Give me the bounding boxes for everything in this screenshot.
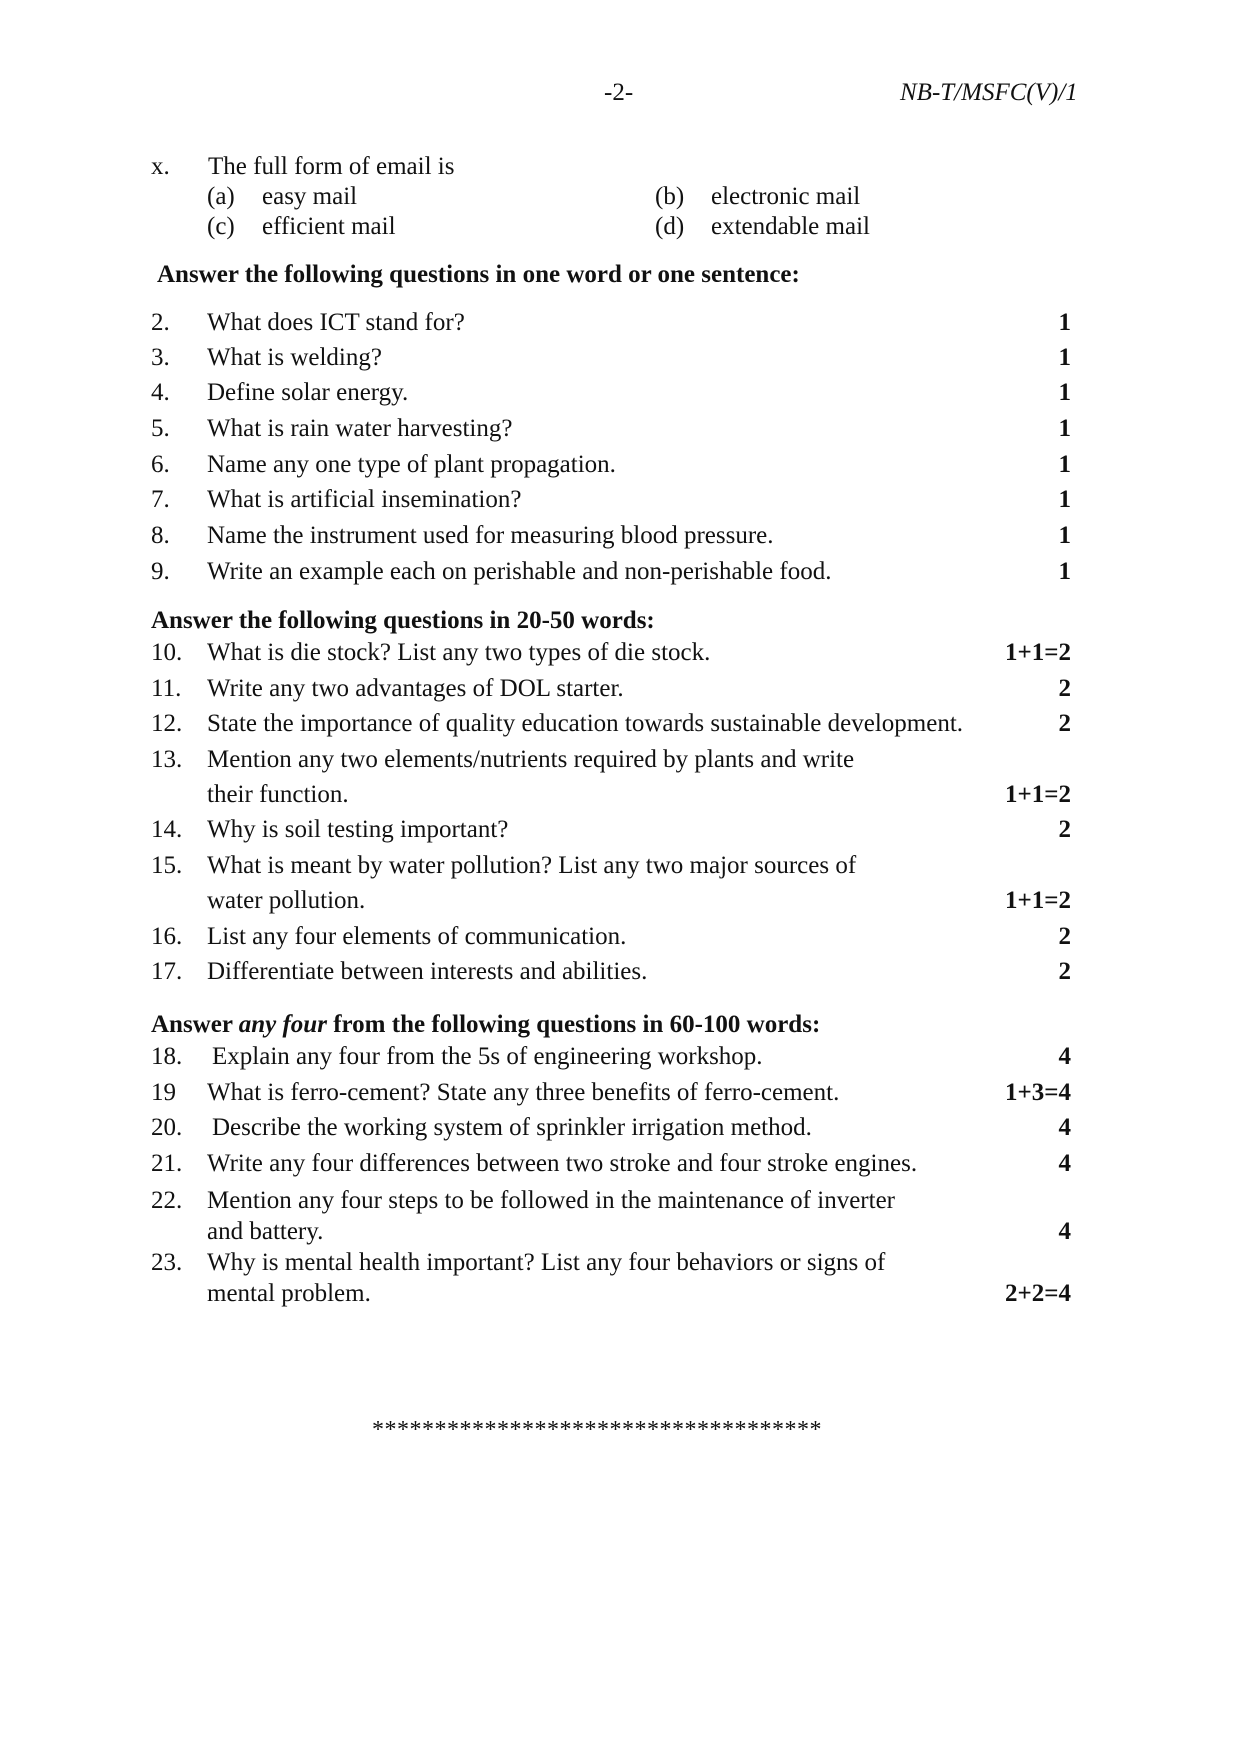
question-row xyxy=(151,414,1071,444)
question-row xyxy=(151,1042,1071,1072)
question-text: Describe the working system of sprinkler irrigation method. xyxy=(212,1114,812,1141)
question-marks: 2 xyxy=(1058,816,1071,843)
question-marks: 1 xyxy=(1058,379,1071,406)
question-text: Define solar energy. xyxy=(207,379,409,406)
question-number: 17. xyxy=(151,958,183,985)
question-number: 16. xyxy=(151,923,183,950)
question-marks: 1 xyxy=(1058,415,1071,442)
end-of-paper-stars: ************************************ xyxy=(372,1417,822,1443)
question-number: 23. xyxy=(151,1249,183,1276)
question-marks: 1+1=2 xyxy=(1005,781,1071,808)
question-text: Name any one type of plant propagation. xyxy=(207,451,616,478)
question-row xyxy=(151,745,1071,775)
section-heading-20-50-words: Answer the following questions in 20-50 words: xyxy=(151,607,655,634)
question-marks: 2 xyxy=(1058,958,1071,985)
question-row xyxy=(151,308,1071,338)
question-row xyxy=(151,709,1071,739)
option-text-b: electronic mail xyxy=(711,183,861,210)
question-number: 7. xyxy=(151,486,170,513)
question-number: 22. xyxy=(151,1187,183,1214)
option-label-b: (b) xyxy=(655,183,685,210)
section-heading-one-word: Answer the following questions in one word or one sentence: xyxy=(157,261,800,288)
question-row xyxy=(151,1078,1071,1108)
option-label-a: (a) xyxy=(207,183,235,210)
question-row xyxy=(151,851,1071,881)
question-row xyxy=(151,1113,1071,1143)
question-text: Write any four differences between two stroke and four stroke engines. xyxy=(207,1150,918,1177)
question-text: The full form of email is xyxy=(208,153,455,180)
question-marks: 1+1=2 xyxy=(1005,887,1071,914)
question-number: 18. xyxy=(151,1043,183,1070)
question-text: Why is mental health important? List any four behaviors or signs of xyxy=(207,1249,886,1276)
question-marks: 1 xyxy=(1058,344,1071,371)
option-text-c: efficient mail xyxy=(262,213,396,240)
paper-code: NB-T/MSFC(V)/1 xyxy=(900,79,1078,106)
question-text: Why is soil testing important? xyxy=(207,816,509,843)
question-text: Mention any two elements/nutrients required by plants and write xyxy=(207,746,855,773)
question-row xyxy=(151,485,1071,515)
option-label-d: (d) xyxy=(655,213,685,240)
question-row xyxy=(151,638,1071,668)
question-number: 6. xyxy=(151,451,170,478)
question-row xyxy=(151,343,1071,373)
question-marks: 2 xyxy=(1058,923,1071,950)
question-row xyxy=(151,922,1071,952)
question-number: 3. xyxy=(151,344,170,371)
question-row xyxy=(151,378,1071,408)
question-number: 14. xyxy=(151,816,183,843)
question-number: 20. xyxy=(151,1114,183,1141)
question-row xyxy=(151,1186,1071,1216)
question-number: 13. xyxy=(151,746,183,773)
question-text: What is artificial insemination? xyxy=(207,486,522,513)
question-text-continuation: water pollution. xyxy=(207,887,366,914)
question-text: What is die stock? List any two types of die stock. xyxy=(207,639,711,666)
question-text: Write any two advantages of DOL starter. xyxy=(207,675,624,702)
question-number: 15. xyxy=(151,852,183,879)
question-number: 8. xyxy=(151,522,170,549)
question-text: State the importance of quality education towards sustainable development. xyxy=(207,710,964,737)
question-marks: 1+1=2 xyxy=(1005,639,1071,666)
question-text: Differentiate between interests and abilities. xyxy=(207,958,648,985)
question-marks: 2+2=4 xyxy=(1005,1280,1071,1307)
question-marks: 1 xyxy=(1058,522,1071,549)
question-marks: 1+3=4 xyxy=(1005,1079,1071,1106)
heading-emphasis: any four xyxy=(238,1011,327,1038)
question-row xyxy=(151,450,1071,480)
question-text: Write an example each on perishable and non-perishable food. xyxy=(207,558,832,585)
question-text: Name the instrument used for measuring blood pressure. xyxy=(207,522,774,549)
page-number: -2- xyxy=(604,79,634,106)
question-row xyxy=(151,521,1071,551)
question-row xyxy=(151,957,1071,987)
question-number: x. xyxy=(151,153,170,180)
option-label-c: (c) xyxy=(207,213,235,240)
question-text: What is meant by water pollution? List any two major sources of xyxy=(207,852,857,879)
question-marks: 4 xyxy=(1058,1114,1071,1141)
question-number: 9. xyxy=(151,558,170,585)
question-marks: 1 xyxy=(1058,558,1071,585)
question-number: 11. xyxy=(151,675,182,702)
question-marks: 1 xyxy=(1058,451,1071,478)
question-marks: 2 xyxy=(1058,710,1071,737)
question-text: Explain any four from the 5s of engineering workshop. xyxy=(212,1043,763,1070)
question-marks: 4 xyxy=(1058,1043,1071,1070)
question-text-continuation: their function. xyxy=(207,781,349,808)
question-number: 19 xyxy=(151,1079,176,1106)
section-heading-60-100-words xyxy=(151,1012,820,1037)
question-marks: 1 xyxy=(1058,486,1071,513)
heading-part: from the following questions in 60-100 words: xyxy=(326,1011,821,1038)
question-row xyxy=(151,1248,1071,1278)
question-row xyxy=(151,1149,1071,1179)
question-text-continuation: and battery. xyxy=(207,1218,324,1245)
question-text: List any four elements of communication. xyxy=(207,923,627,950)
question-number: 2. xyxy=(151,309,170,336)
question-number: 12. xyxy=(151,710,183,737)
question-text: What is welding? xyxy=(207,344,382,371)
question-text: What is rain water harvesting? xyxy=(207,415,513,442)
heading-part: Answer xyxy=(151,1011,239,1038)
question-marks: 1 xyxy=(1058,309,1071,336)
question-row xyxy=(151,674,1071,704)
option-text-d: extendable mail xyxy=(711,213,870,240)
question-marks: 2 xyxy=(1058,675,1071,702)
question-row xyxy=(151,557,1071,587)
question-row xyxy=(151,815,1071,845)
option-text-a: easy mail xyxy=(262,183,358,210)
question-text: What does ICT stand for? xyxy=(207,309,465,336)
question-text: What is ferro-cement? State any three benefits of ferro-cement. xyxy=(207,1079,840,1106)
question-number: 21. xyxy=(151,1150,183,1177)
question-number: 4. xyxy=(151,379,170,406)
question-number: 5. xyxy=(151,415,170,442)
question-text: Mention any four steps to be followed in the maintenance of inverter xyxy=(207,1187,895,1214)
question-marks: 4 xyxy=(1058,1150,1071,1177)
question-marks: 4 xyxy=(1058,1218,1071,1245)
question-number: 10. xyxy=(151,639,183,666)
question-text-continuation: mental problem. xyxy=(207,1280,371,1307)
